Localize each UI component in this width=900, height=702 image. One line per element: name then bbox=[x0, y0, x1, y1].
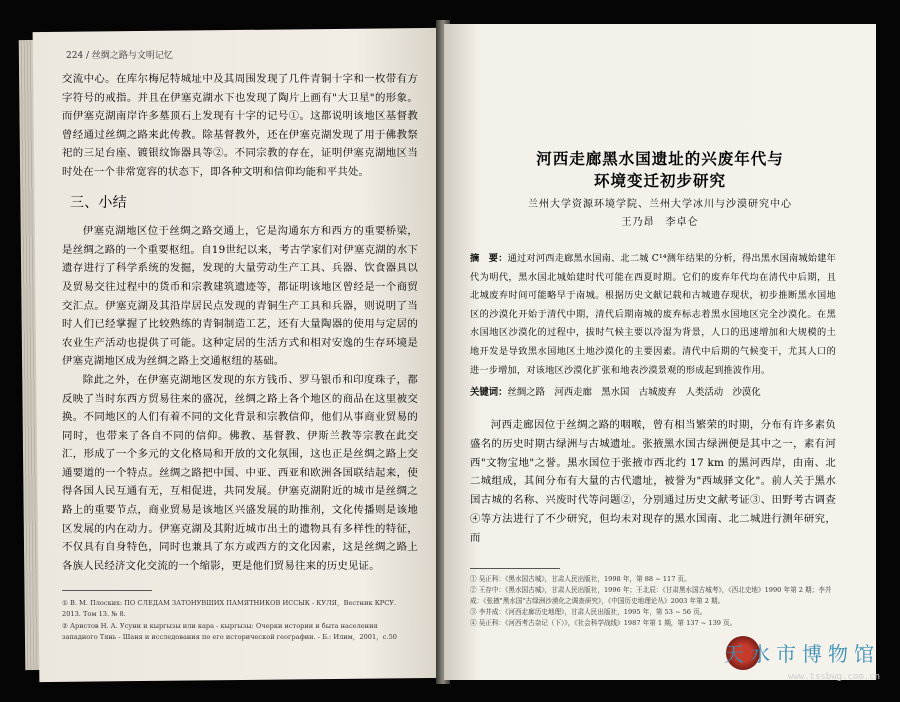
footnote-rule bbox=[62, 590, 152, 591]
authors: 王乃昂 李卓仑 bbox=[621, 217, 699, 228]
keywords-label: 关键词： bbox=[470, 387, 508, 398]
footnote-rule bbox=[470, 568, 560, 569]
right-footnotes bbox=[470, 574, 836, 629]
left-footnotes bbox=[62, 598, 412, 644]
paragraph: 除此之外，在伊塞克湖地区发现的东方钱币、罗马银币和印度珠子，都反映了当时东西方贸易往来的盛况，丝绸之路上各个地区的商品在这里被交换。不同地区的人们有着不同的文化背景和宗教信仰，他们从事商业贸易的同时，也带来了各自不同的信仰。佛教、基督教、伊斯兰教等宗教在此交汇，形成了一个多元的文化格局和开放的文化氛围，这也正是丝绸之路上交通要道的一个特点。丝绸之路把中国、中亚、西亚和欧洲各国联结起来，使得各国人民互通有无，互相促进，共同发展。伊塞克湖附近的城市是丝绸之路上的重要节点，商业贸易是该地区兴盛发展的助推剂，文化传播则是该地区发展的内在动力。伊塞克湖及其附近城市出土的遗物具有多样性的特征，不仅具有自身特色，同时也兼具了东方或西方的文化因素，这是丝绸之路上各族人民经济文化交流的一个缩影，更是他们贸易往来的历史见证。 bbox=[62, 373, 418, 572]
paragraph: 伊塞克湖地区位于丝绸之路交通上，它是沟通东方和西方的重要桥梁，是丝绸之路的一个重要枢纽。自19世纪以来，考古学家们对伊塞克湖的水下遗存进行了科学系统的发掘，发现的大量劳动生产工具、兵器、饮食器具以及贸易交往过程中的货币和宗教建筑遗迹等，都证明该地区曾经是一个商贸交汇点。伊塞克湖及其沿岸居民点发现的青铜生产工具和兵器，则说明了当时人们已经掌握了比较熟练的青铜制造工艺，还有大量陶器的使用与定居的农业生产活动也提供了可能。这种定居的生活方式和相对安逸的生存环境是伊塞克湖地区成为丝绸之路上交通枢纽的基础。 bbox=[62, 225, 418, 368]
footnote: ② 王存中：《黑水国古城》，甘肃人民出版社，1996 年；王北辰：《甘肃黑水国古城考》，《西北史地》1990 年第 2 期；李并成：《张掖"黑水国"古绿洲沙漠化之调查研究》，《中国历史地理论丛》2003 年第 2 期。 bbox=[470, 586, 832, 605]
left-page-body bbox=[62, 70, 418, 575]
footnote: ② Аристов Н. А. Усуни и кыргызы или кара - кыргызы: Очерки истории и быта населения западного Тянь - Шаня и исследования по его исторической географии. - Б.: Илим，2001，с.50 bbox=[62, 622, 397, 641]
affiliation: 兰州大学资源环境学院、兰州大学冰川与沙漠研究中心 bbox=[528, 199, 792, 210]
watermark-url: www.tssbwg.com.cn bbox=[787, 672, 880, 682]
section-heading: 三、小结 bbox=[70, 194, 127, 211]
title-line: 环境变迁初步研究 bbox=[593, 172, 726, 190]
paragraph: 河西走廊因位于丝绸之路的咽喉，曾有相当繁荣的时期，分布有许多素负盛名的历史时期古绿洲与古城遗址。张掖黑水国古绿洲便是其中之一，素有河西"文物宝地"之誉。黑水国位于张掖市西北约 17 km 的黑河西岸，由南、北二城组成，其间分布有大量的古代遗址，被誉为"西域驿文化"。前人关于黑水国古城的名称、兴废时代等问题②，分别通过历史文献考证③、田野考古调查④等方法进行了不少研究，但均未对现存的黑水国南、北二城进行测年研究，而 bbox=[470, 419, 836, 544]
footnote: ① 吴正科：《黑水国古城》，甘肃人民出版社，1998 年，第 88 ~ 117 页。 bbox=[470, 575, 691, 583]
footnote: ① В. М. Плоских: ПО СЛЕДАМ ЗАТОНУВШИХ ПАМЯТНИКОВ ИССЫК - КУЛЯ，Вестник КРСУ. 2013. Том 13. № 8. bbox=[62, 599, 397, 618]
title-line: 河西走廊黑水国遗址的兴废年代与 bbox=[536, 150, 784, 168]
footnote: ③ 李并成：《河西走廊历史地理》，甘肃人民出版社，1995 年，第 53 ~ 56 页。 bbox=[470, 608, 707, 616]
article-title bbox=[470, 148, 850, 192]
abstract bbox=[470, 250, 836, 380]
keywords-list: 丝绸之路 河西走廊 黑水国 古城废弃 人类活动 沙漠化 bbox=[507, 387, 761, 398]
paragraph: 交流中心。在库尔梅尼特城址中及其周围发现了几件青铜十字和一枚带有方字符号的戒指。并且在伊塞克湖水下也发现了陶片上画有"大卫星"的形象。而伊塞克湖南岸许多墓顶石上发现有十字的记号①。这都说明该地区基督教曾经通过丝绸之路来此传教。除基督教外，还在伊塞克湖发现了用于佛教祭祀的三足台座、镀银纹饰器具等②。不同宗教的存在，证明伊塞克湖地区当时处在一个非常宽容的状态下，即各种文明和信仰均能和平共处。 bbox=[62, 73, 418, 178]
running-header: 224 / 丝绸之路与文明记忆 bbox=[66, 51, 173, 61]
abstract-label: 摘 要： bbox=[470, 253, 508, 264]
author-block bbox=[470, 196, 850, 232]
right-page-body bbox=[470, 416, 836, 548]
keywords bbox=[470, 384, 836, 398]
watermark-text: 天水市博物馆 bbox=[724, 642, 880, 666]
footnote: ④ 吴正科：《河西考古杂记（下）》，《社会科学战线》1987 年第 1 期，第 137 ~ 139 页。 bbox=[470, 619, 737, 627]
abstract-text: 通过对河西走廊黑水国南、北二城 C¹⁴测年结果的分析，得出黑水国南城始建年代为明代，黑水国北城始建时代可能在西夏时期。它们的废弃年代均在清代中后期，且北城废弃时间可能略早于南城。根据历史文献记载和古城遗存现状，初步推断黑水国地区的沙漠化开始于清代中期，清代后期南城的废弃标志着黑水国地区完全沙漠化。在黑水国地区沙漠化的过程中，拔时气候主要以冷湿为背景，人口的迅速增加和大规模的土地开发是导致黑水国地区土地沙漠化的主要因素。清代中后期的气候变干，尤其人口的进一步增加，对该地区沙漠化扩张和地表沙漠景观的形成起到推波作用。 bbox=[470, 253, 836, 376]
